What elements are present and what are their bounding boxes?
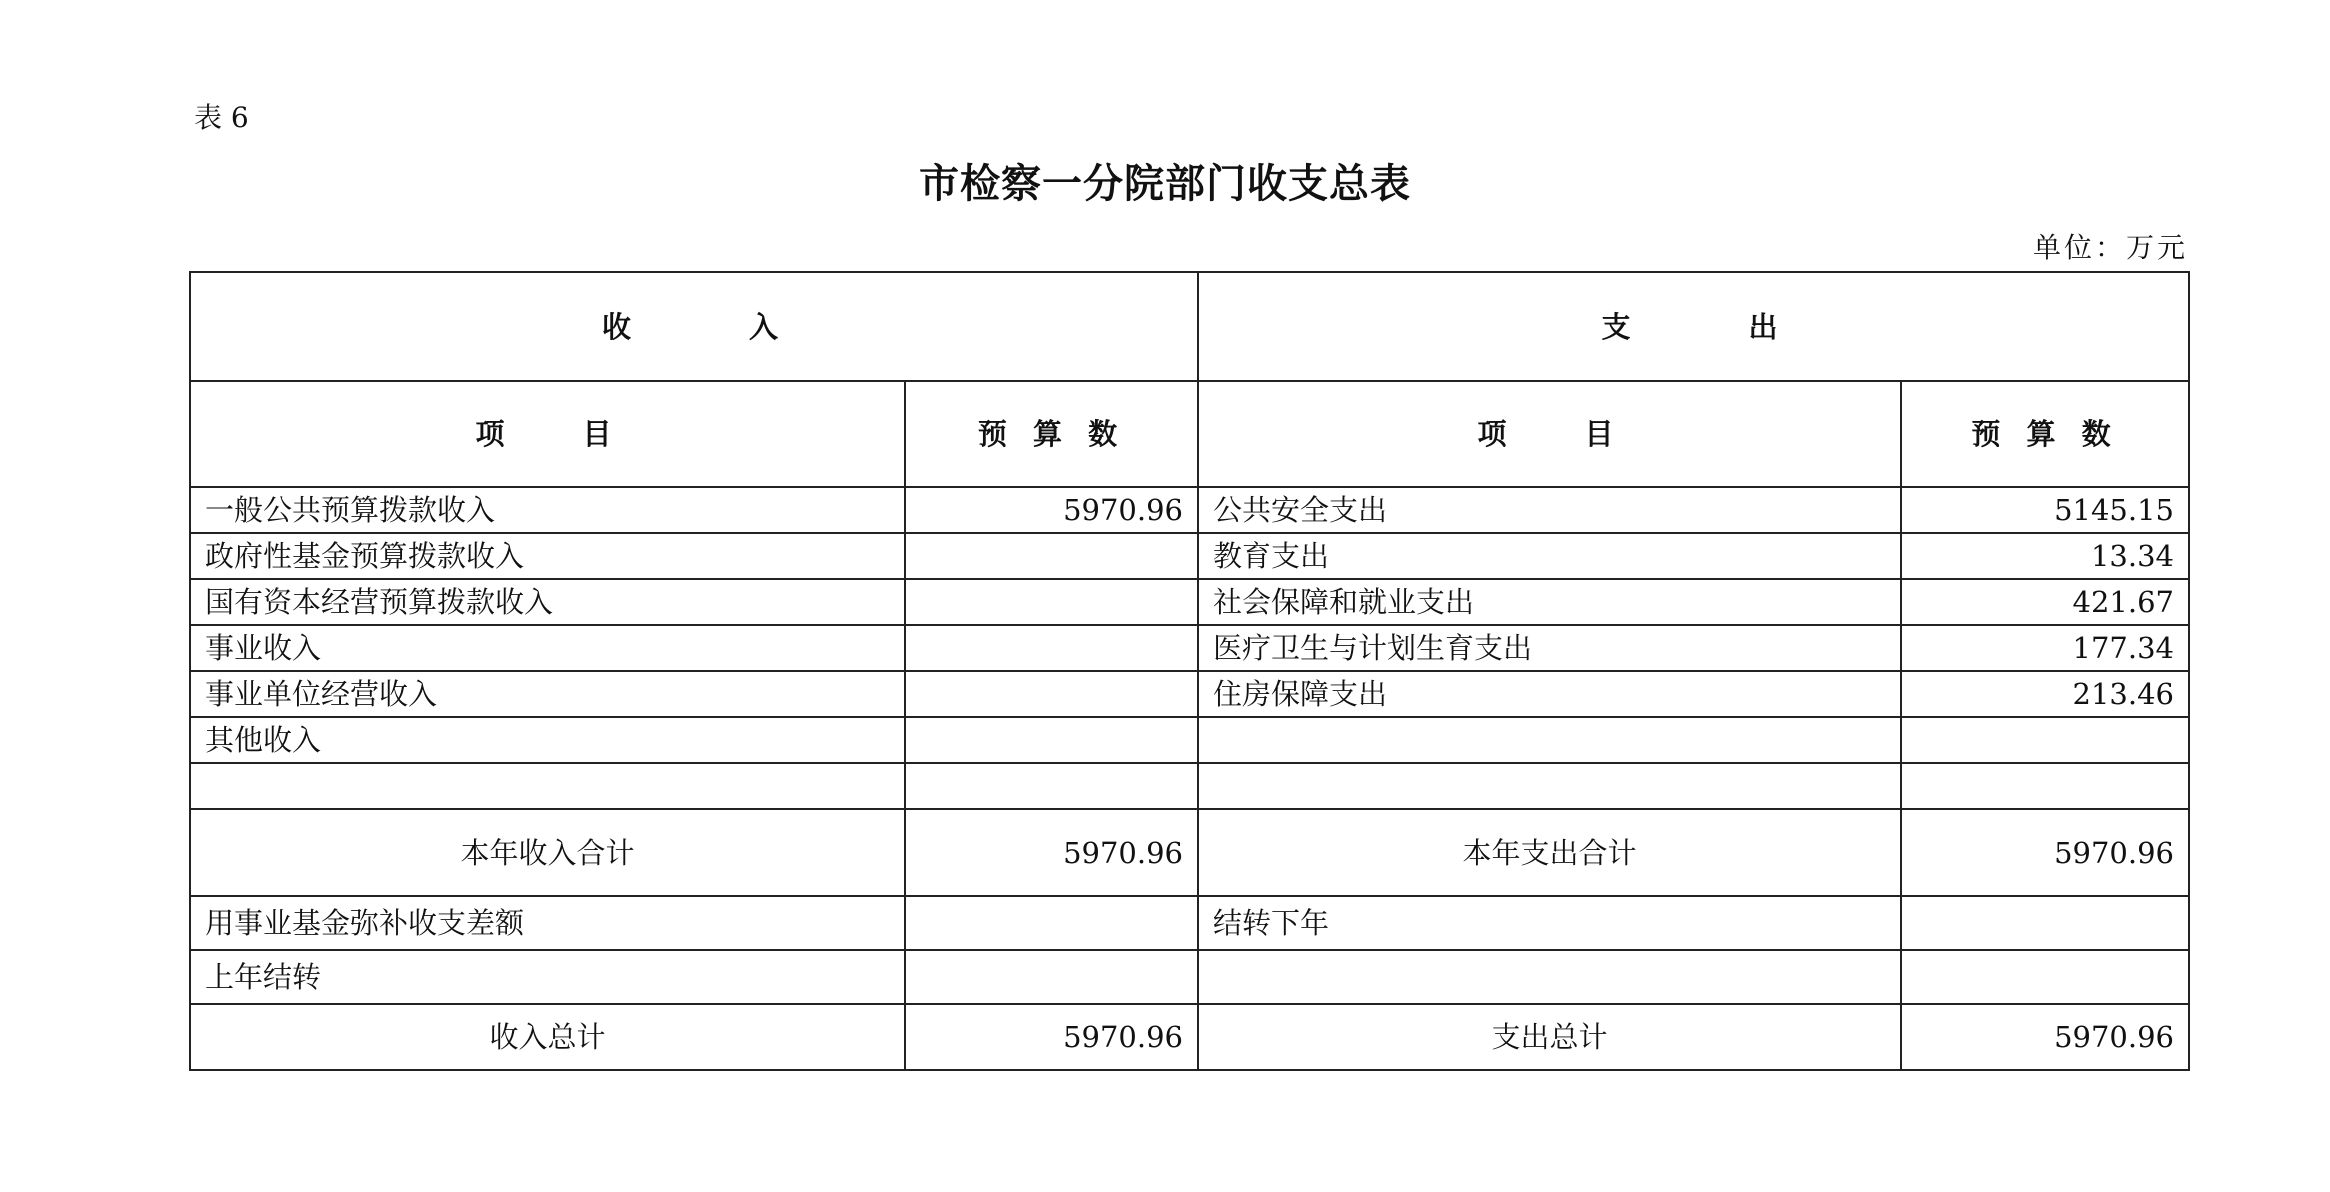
- income-item-header-char-2: 目: [582, 417, 620, 451]
- table-row: [190, 533, 2189, 579]
- income-section-header: [190, 272, 1198, 381]
- income-amount-cell: [905, 950, 1198, 1004]
- income-item-cell: 政府性基金预算拨款收入: [190, 533, 905, 579]
- income-header-char-2: 入: [749, 309, 787, 344]
- expense-item-header-char-2: 目: [1584, 417, 1622, 451]
- expense-section-header: [1198, 272, 2189, 381]
- expense-item-column-header: [1198, 381, 1901, 487]
- table-row: [190, 896, 2189, 950]
- expense-amount-cell: 5145.15: [1901, 487, 2189, 533]
- expense-budget-column-header: 预 算 数: [1901, 381, 2189, 487]
- income-item-cell: 其他收入: [190, 717, 905, 763]
- income-amount-cell: [905, 579, 1198, 625]
- income-amount-cell: [905, 671, 1198, 717]
- table-row: [190, 625, 2189, 671]
- expense-item-header-char-1: 项: [1477, 417, 1515, 451]
- income-header-char-1: 收: [601, 309, 639, 344]
- income-total-amount: 5970.96: [905, 1004, 1198, 1070]
- section-header-row: [190, 272, 2189, 381]
- expense-item-cell: 教育支出: [1198, 533, 1901, 579]
- income-amount-cell: [905, 717, 1198, 763]
- income-amount-cell: 5970.96: [905, 487, 1198, 533]
- expense-header-char-1: 支: [1601, 309, 1639, 344]
- income-item-cell: 事业收入: [190, 625, 905, 671]
- grand-total-row: [190, 1004, 2189, 1070]
- expense-amount-cell: [1901, 896, 2189, 950]
- income-item-cell: 一般公共预算拨款收入: [190, 487, 905, 533]
- annual-subtotal-row: [190, 809, 2189, 896]
- income-budget-column-header: 预 算 数: [905, 381, 1198, 487]
- expense-item-cell: 住房保障支出: [1198, 671, 1901, 717]
- expense-amount-cell: 177.34: [1901, 625, 2189, 671]
- income-amount-cell: [905, 533, 1198, 579]
- income-item-header-char-1: 项: [475, 417, 513, 451]
- budget-summary-table: [189, 271, 2190, 1071]
- expense-amount-cell: [1901, 950, 2189, 1004]
- expense-total-amount: 5970.96: [1901, 1004, 2189, 1070]
- income-amount-cell: [905, 763, 1198, 809]
- income-item-cell: 上年结转: [190, 950, 905, 1004]
- income-item-column-header: [190, 381, 905, 487]
- income-subtotal-amount: 5970.96: [905, 809, 1198, 896]
- table-row: [190, 487, 2189, 533]
- document-title: 市检察一分院部门收支总表: [919, 160, 1411, 207]
- table-row: [190, 763, 2189, 809]
- expense-item-cell: [1198, 950, 1901, 1004]
- table-row: [190, 671, 2189, 717]
- expense-amount-cell: 13.34: [1901, 533, 2189, 579]
- table-row: [190, 950, 2189, 1004]
- income-total-label: 收入总计: [190, 1004, 905, 1070]
- expense-item-cell: [1198, 717, 1901, 763]
- unit-label: 单位：万元: [2032, 231, 2188, 264]
- expense-item-cell: [1198, 763, 1901, 809]
- expense-item-cell: 社会保障和就业支出: [1198, 579, 1901, 625]
- income-item-cell: 事业单位经营收入: [190, 671, 905, 717]
- expense-header-char-2: 出: [1748, 309, 1786, 344]
- expense-amount-cell: 421.67: [1901, 579, 2189, 625]
- income-item-cell: 国有资本经营预算拨款收入: [190, 579, 905, 625]
- income-item-cell: 用事业基金弥补收支差额: [190, 896, 905, 950]
- expense-total-label: 支出总计: [1198, 1004, 1901, 1070]
- income-subtotal-label: 本年收入合计: [190, 809, 905, 896]
- expense-subtotal-label: 本年支出合计: [1198, 809, 1901, 896]
- expense-subtotal-amount: 5970.96: [1901, 809, 2189, 896]
- income-amount-cell: [905, 625, 1198, 671]
- expense-item-cell: 医疗卫生与计划生育支出: [1198, 625, 1901, 671]
- expense-amount-cell: 213.46: [1901, 671, 2189, 717]
- income-item-cell: [190, 763, 905, 809]
- expense-item-cell: 公共安全支出: [1198, 487, 1901, 533]
- table-row: [190, 717, 2189, 763]
- table-number-label: 表 6: [194, 101, 249, 134]
- expense-item-cell: 结转下年: [1198, 896, 1901, 950]
- table-row: [190, 579, 2189, 625]
- expense-amount-cell: [1901, 717, 2189, 763]
- column-header-row: [190, 381, 2189, 487]
- income-amount-cell: [905, 896, 1198, 950]
- expense-amount-cell: [1901, 763, 2189, 809]
